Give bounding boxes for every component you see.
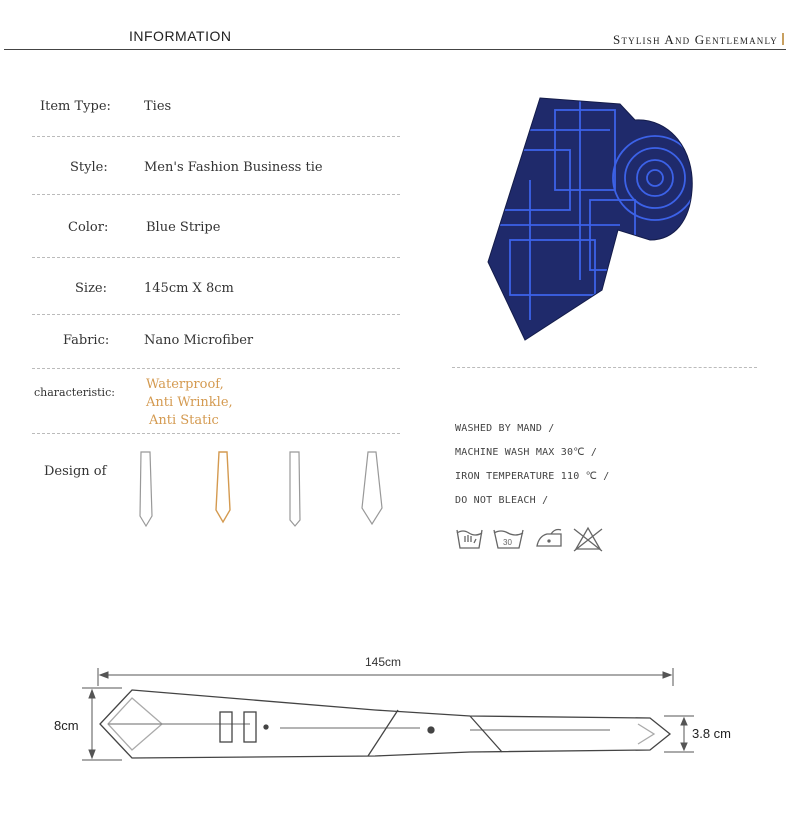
characteristic-item: Waterproof, <box>146 377 224 392</box>
characteristic-item: Anti Static <box>149 413 219 428</box>
row-divider <box>32 314 400 315</box>
spec-value: Ties <box>144 99 172 114</box>
slogan <box>613 32 784 48</box>
tie-outline-selected-icon <box>216 452 230 522</box>
header-divider <box>4 49 786 50</box>
tie-design-icons <box>130 448 400 532</box>
spec-label: Style: <box>70 160 108 175</box>
slogan-text: Stylish And Gentlemanly <box>613 32 778 47</box>
wide-width-label: 8cm <box>54 718 79 733</box>
hand-wash-icon <box>457 530 482 548</box>
spec-label: characteristic: <box>34 386 115 399</box>
spec-value: Nano Microfiber <box>144 333 254 348</box>
slogan-accent-bar <box>782 33 784 45</box>
row-divider <box>32 194 400 195</box>
spec-label: Size: <box>75 281 107 296</box>
row-divider <box>32 368 400 369</box>
care-line: WASHED BY MAND / <box>455 423 555 434</box>
spec-label: Fabric: <box>63 333 110 348</box>
narrow-width-dimension <box>664 716 694 752</box>
spec-value: Men's Fashion Business tie <box>144 160 323 175</box>
spec-value: Blue Stripe <box>146 220 221 235</box>
tie-dimension-diagram <box>50 648 750 778</box>
spec-label: Color: <box>68 220 109 235</box>
iron-icon <box>537 530 561 547</box>
row-divider <box>32 257 400 258</box>
spec-label: Design of <box>44 464 107 479</box>
length-label: 145cm <box>365 655 402 669</box>
tie-outline-skinny-icon <box>140 452 152 526</box>
care-line: MACHINE WASH MAX 30℃ / <box>455 447 598 458</box>
tie-outline-slim-icon <box>290 452 300 526</box>
machine-wash-30-icon <box>494 530 523 548</box>
wash-temp-label: 30 <box>503 538 512 547</box>
spec-label: Item Type: <box>40 99 111 114</box>
care-icons <box>455 524 615 554</box>
photo-divider <box>452 367 757 368</box>
narrow-width-label: 3.8 cm <box>692 726 732 741</box>
characteristic-item: Anti Wrinkle, <box>146 395 233 410</box>
no-bleach-icon <box>574 528 602 551</box>
row-divider <box>32 433 400 434</box>
characteristic-values <box>146 376 233 430</box>
tie-product-photo <box>470 90 710 345</box>
section-title: INFORMATION <box>129 28 232 44</box>
care-line: IRON TEMPERATURE 110 ℃ / <box>455 471 610 482</box>
row-divider <box>32 136 400 137</box>
care-line: DO NOT BLEACH / <box>455 495 549 506</box>
spec-value: 145cm X 8cm <box>144 281 234 296</box>
length-dimension-line <box>98 668 673 686</box>
tie-flat-outline <box>100 690 670 758</box>
tie-outline-classic-icon <box>362 452 382 524</box>
